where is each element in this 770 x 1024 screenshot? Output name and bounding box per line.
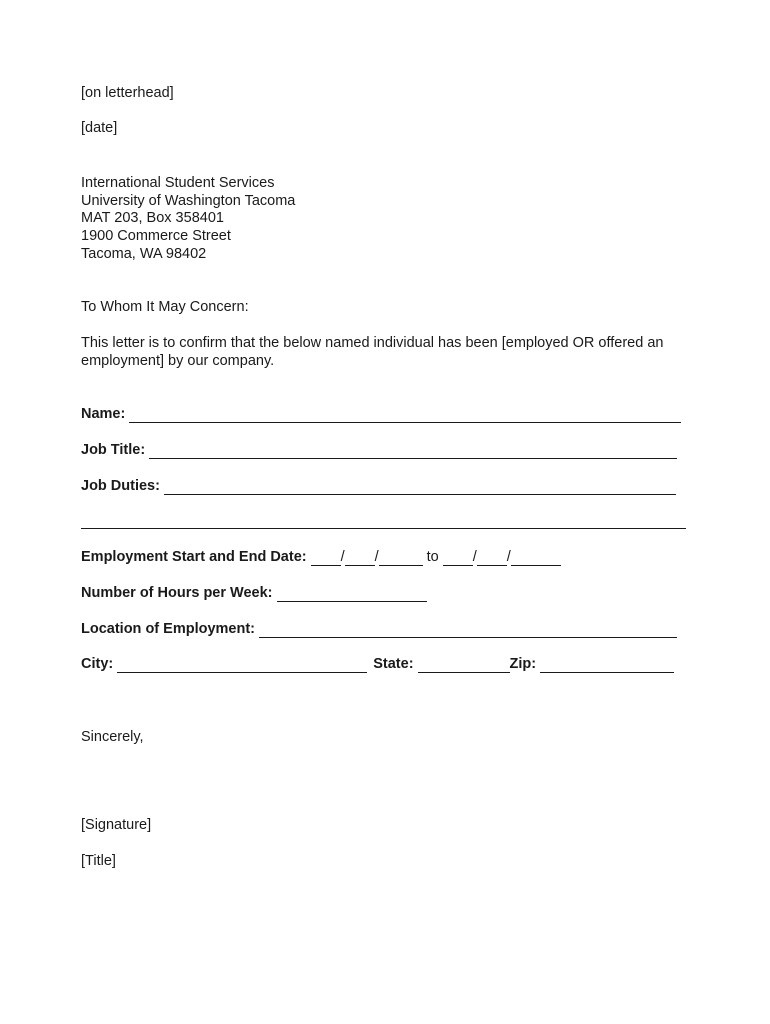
- location-label: Location of Employment:: [81, 621, 255, 637]
- name-label: Name:: [81, 406, 126, 422]
- salutation: To Whom It May Concern:: [81, 299, 249, 315]
- job-duties-input-line[interactable]: [164, 480, 676, 495]
- job-duties-label: Job Duties:: [81, 478, 160, 494]
- city-label: City:: [81, 656, 114, 672]
- job-title-input-line[interactable]: [149, 444, 677, 459]
- hours-input-line[interactable]: [277, 587, 427, 602]
- city-state-zip-row: [81, 655, 674, 673]
- end-year-line[interactable]: [511, 551, 561, 566]
- employment-dates-row: [81, 548, 561, 566]
- address-line-5: Tacoma, WA 98402: [81, 246, 207, 262]
- date-separator: /: [506, 549, 511, 565]
- employment-dates-label: Employment Start and End Date:: [81, 549, 307, 565]
- zip-input-line[interactable]: [540, 658, 674, 673]
- date-placeholder: [date]: [81, 120, 118, 136]
- job-title-label: Job Title:: [81, 442, 146, 458]
- start-day-line[interactable]: [345, 551, 375, 566]
- address-line-4: 1900 Commerce Street: [81, 228, 231, 244]
- date-separator: /: [340, 549, 345, 565]
- end-day-line[interactable]: [477, 551, 507, 566]
- date-separator: /: [374, 549, 379, 565]
- location-input-line[interactable]: [259, 623, 677, 638]
- location-field-row: [81, 620, 677, 638]
- start-year-line[interactable]: [379, 551, 423, 566]
- date-separator: /: [472, 549, 477, 565]
- name-input-line[interactable]: [129, 408, 681, 423]
- address-line-1: International Student Services: [81, 175, 275, 191]
- city-input-line[interactable]: [117, 658, 367, 673]
- address-line-2: University of Washington Tacoma: [81, 193, 296, 209]
- start-month-line[interactable]: [311, 551, 341, 566]
- date-to-label: to: [426, 549, 439, 565]
- state-input-line[interactable]: [418, 658, 510, 673]
- letterhead-placeholder: [on letterhead]: [81, 85, 174, 101]
- job-duties-field-row: [81, 477, 676, 495]
- job-duties-extra-line[interactable]: [81, 528, 686, 529]
- job-title-field-row: [81, 441, 677, 459]
- state-label: State:: [373, 656, 414, 672]
- title-placeholder: [Title]: [81, 853, 116, 869]
- address-line-3: MAT 203, Box 358401: [81, 210, 224, 226]
- end-month-line[interactable]: [443, 551, 473, 566]
- closing-sincerely: Sincerely,: [81, 729, 144, 745]
- hours-field-row: [81, 584, 427, 602]
- intro-paragraph: This letter is to confirm that the below named individual has been [employed OR offered an employment] by our company.: [81, 335, 664, 369]
- hours-label: Number of Hours per Week:: [81, 585, 273, 601]
- signature-placeholder: [Signature]: [81, 817, 152, 833]
- zip-label: Zip:: [509, 656, 537, 672]
- name-field-row: [81, 405, 681, 423]
